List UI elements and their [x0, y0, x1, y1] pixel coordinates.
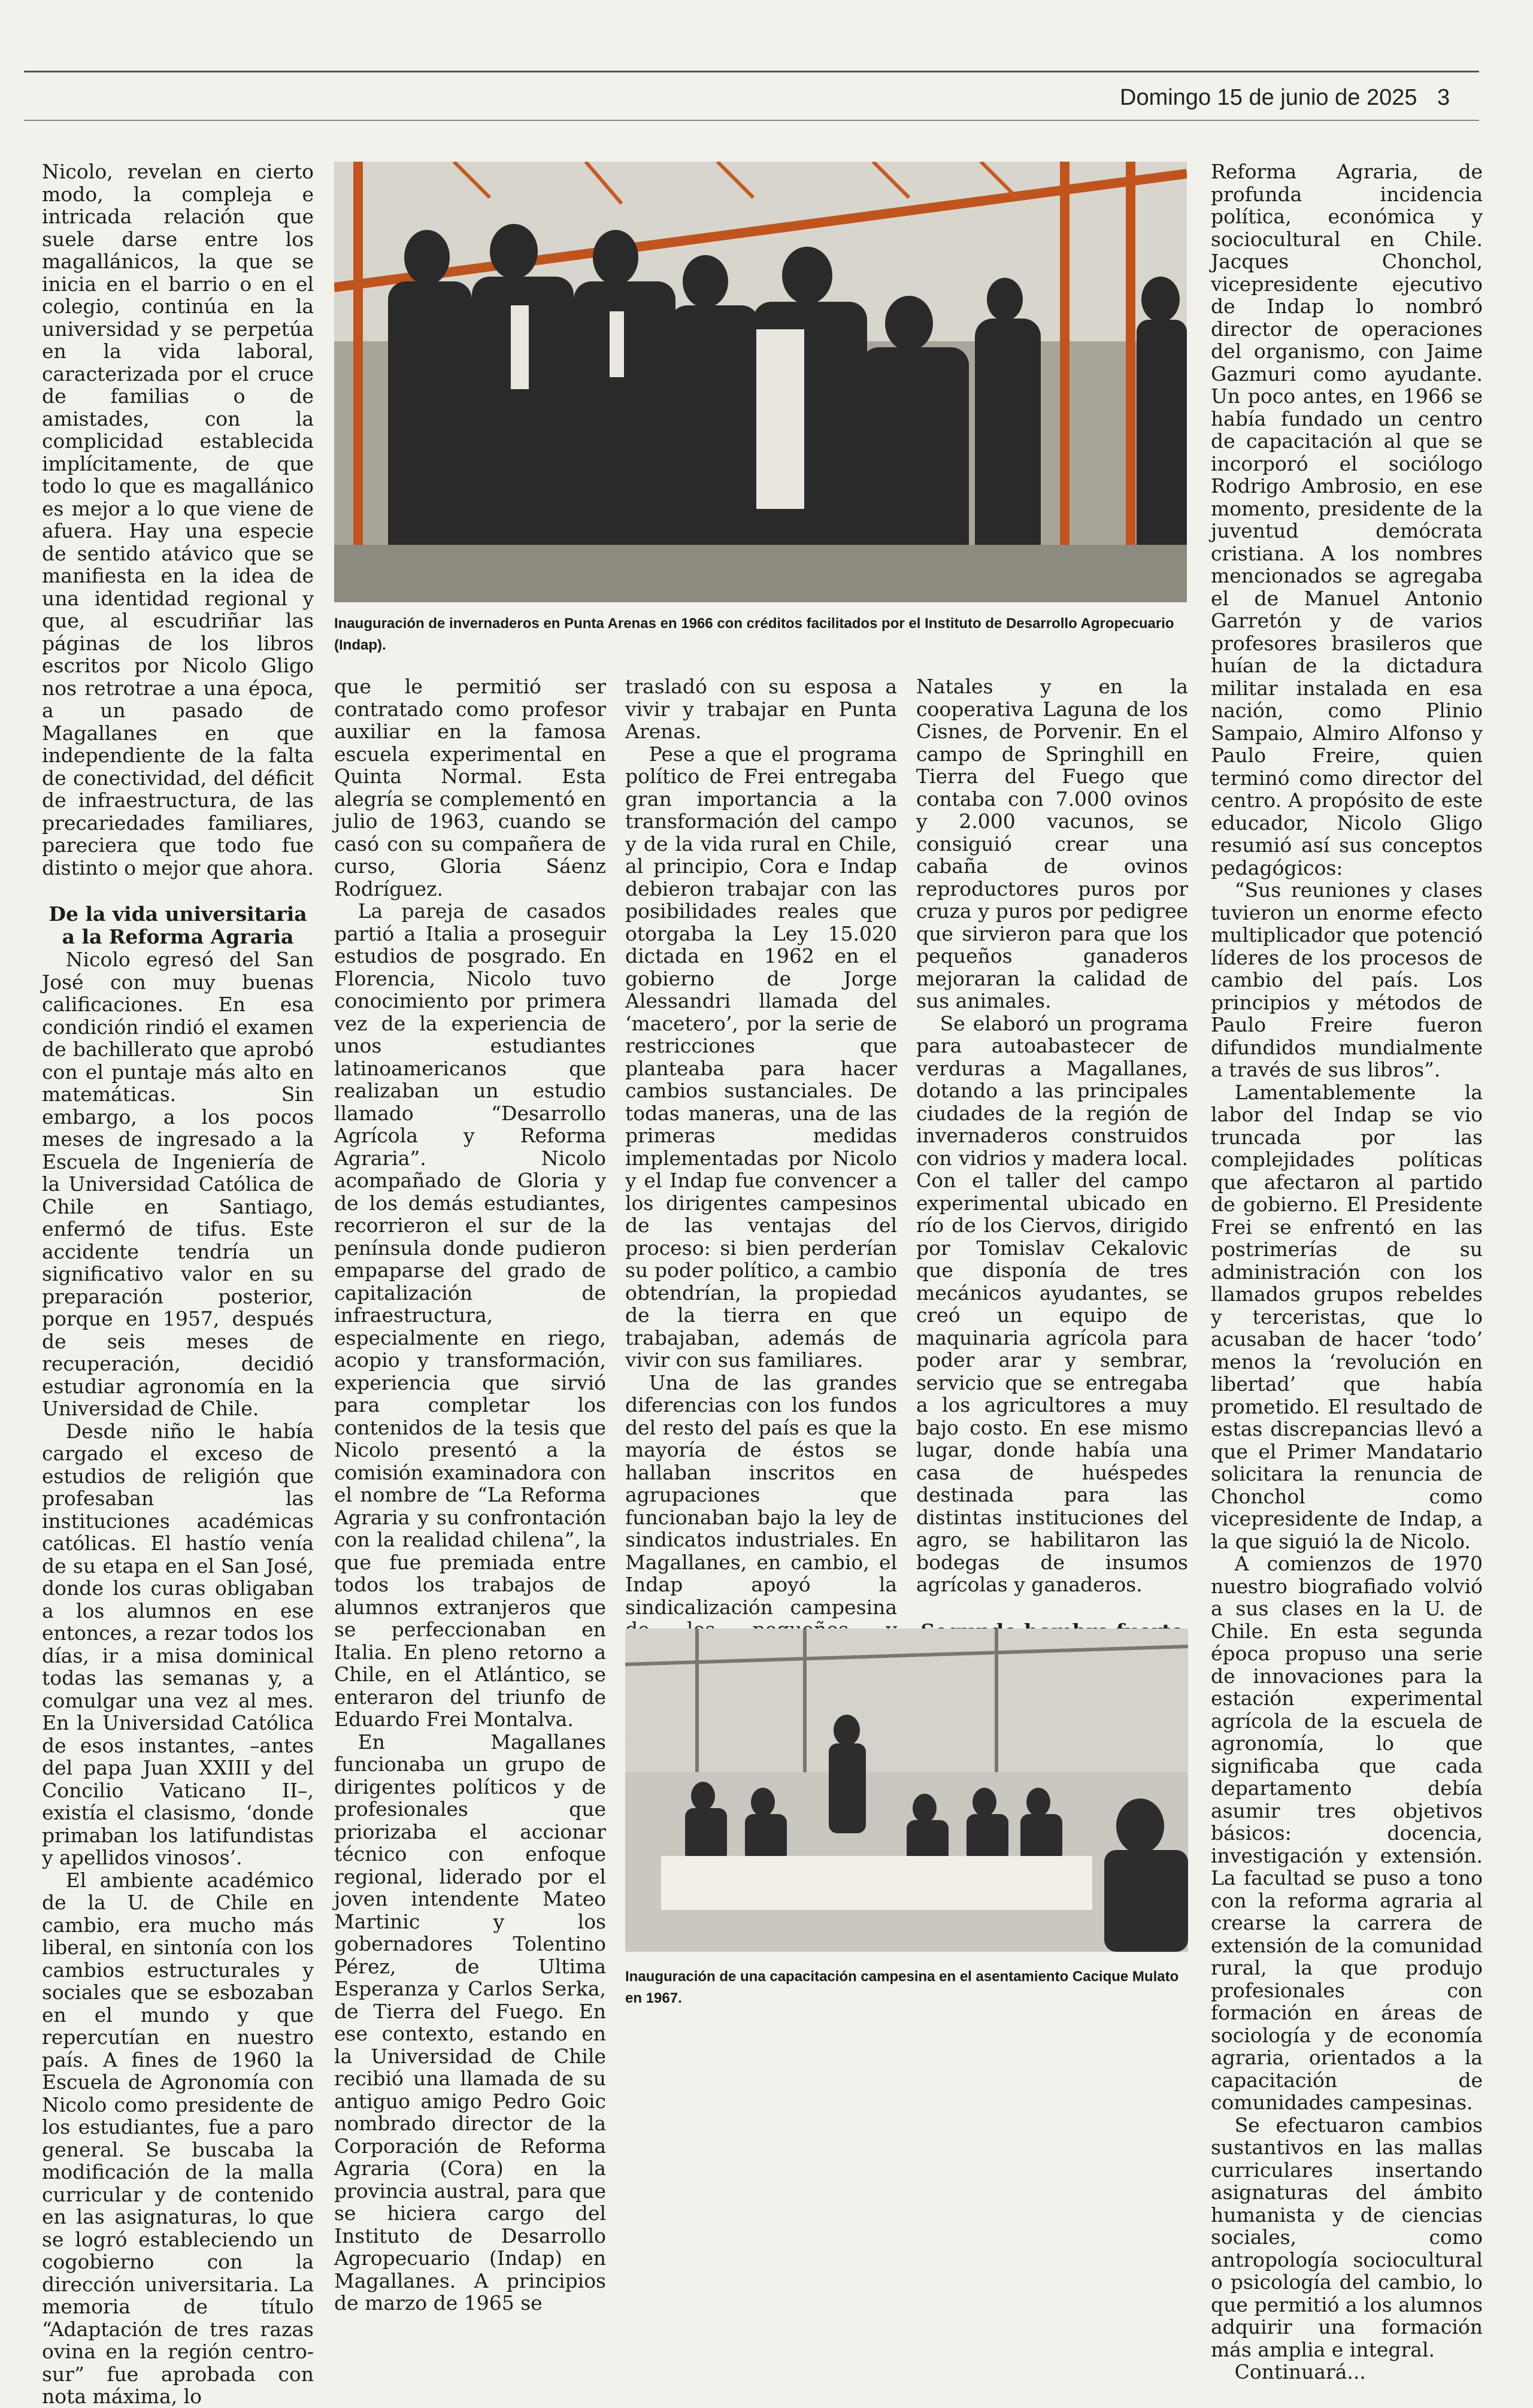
top-rule: [24, 71, 1479, 72]
photo-greenhouse-inauguration: [334, 162, 1187, 602]
paragraph: “Sus reuniones y clases tuvieron un enorme efecto multiplicador que potenció líderes de los procesos de cambio del país. Los principios y métodos de Paulo Freire fueron difundidos mundialmente a través de sus libros”.: [1211, 878, 1483, 1081]
paragraph: Nicolo egresó del San José con muy buenas calificaciones. En esa condición rindió el examen de bachillerato que aprobó con el puntaje más alto en matemáticas. Sin embargo, a los pocos meses de ingresado a la Escuela de Ingeniería de la Universidad Católica de Chile en Santiago, enfermó de tifus. Este accidente tendría un significativo valor en su preparación posterior, porque en 1957, después de seis meses de recuperación, decidió estudiar agronomía en la Universidad de Chile.: [42, 948, 314, 1420]
paragraph: El ambiente académico de la U. de Chile en cambio, era mucho más liberal, en sintonía con los cambios estructurales y sociales que se esbozaban en el mundo y que repercutían en nuestro país. A fines de 1960 la Escuela de Agronomía con Nicolo como presidente de los estudiantes, fue a paro general. Se buscaba la modificación de la malla curricular y de contenido en las asignaturas, lo que se logró estableciendo un cogobierno con la dirección universitaria. La memoria de título “Adaptación de tres razas ovina en la región centro-sur” fue aprobada con nota máxima, lo: [42, 1868, 314, 2408]
paragraph: A comienzos de 1970 nuestro biografiado volvió a sus clases en la U. de Chile. En esta segunda época propuso una serie de innovaciones para la estación experimental agrícola de la escuela de agronomía, lo que significaba que cada departamento debía asumir tres objetivos básicos: docencia, investigación y extensión. La facultad se puso a tono con la reforma agraria al crearse la carrera de extensión de la comunidad rural, la que produjo profesionales con formación en áreas de sociología y de economía agraria, orientados a la capacitación de comunidades campesinas.: [1211, 1552, 1483, 2114]
continued-note: Continuará...: [1234, 2360, 1366, 2383]
column-2: [334, 675, 606, 2315]
paragraph: que le permitió ser contratado como profesor auxiliar en la famosa escuela experimental en Quinta Normal. Esta alegría se complementó en julio de 1963, cuando se casó con su compañera de curso, Gloria Sáenz Rodríguez.: [334, 675, 606, 900]
photo-caption-greenhouse: Inauguración de invernaderos en Punta Arenas en 1966 con créditos facilitados por el Instituto de Desarrollo Agropecuario (Indap).: [334, 615, 1174, 653]
paragraph: En Magallanes funcionaba un grupo de dirigentes políticos y de profesionales que priorizaba el accionar técnico con enfoque regional, liderado por el joven intendente Mateo Martinic y los gobernadores Tolentino Pérez, de Ultima Esperanza y Carlos Serka, de Tierra del Fuego. En ese contexto, estando en la Universidad de Chile recibió una llamada de su antiguo amigo Pedro Goic nombrado director de la Corporación de Reforma Agraria (Cora) en la provincia austral, para que se hiciera cargo del Instituto de Desarrollo Agropecuario (Indap) en Magallanes. A principios de marzo de 1965 se: [334, 1730, 606, 2315]
issue-date: Domingo 15 de junio de 2025: [1120, 85, 1417, 110]
paragraph: Se efectuaron cambios sustantivos en las mallas curriculares insertando asignaturas del ámbito humanista y de ciencias sociales, como antropología sociocultural o psicología del cambio, lo que permitió a los alumnos adquirir una formación más amplia e integral.: [1211, 2113, 1483, 2361]
column-1: [42, 160, 314, 2408]
paragraph: La pareja de casados partió a Italia a proseguir estudios de posgrado. En Florencia, Nicolo tuvo conocimiento por primera vez de la experiencia de unos estudiantes latinoamericanos que realizaban un estudio llamado “Desarrollo Agrícola y Reforma Agraria”. Nicolo acompañado de Gloria y de los demás estudiantes, recorrieron el sur de la península donde pudieron empaparse del grado de capitalización de infraestructura, especialmente en riego, acopio y transformación, experiencia que sirvió para completar los contenidos de la tesis que Nicolo presentó a la comisión examinadora con el nombre de “La Reforma Agraria y su confrontación con la realidad chilena”, la que fue premiada entre todos los trabajos de alumnos extranjeros que se perfeccionaban en Italia. En pleno retorno a Chile, en el Atlántico, se enteraron del triunfo de Eduardo Frei Montalva.: [334, 899, 606, 1731]
subheading-university: De la vida universitaria a la Reforma Agraria: [49, 902, 307, 948]
paragraph: Nicolo, revelan en cierto modo, la compleja e intricada relación que suele darse entre los magallánicos, la que se inicia en el barrio o en el colegio, continúa en la universidad y se perpetúa en la vida laboral, caracterizada por el cruce de familias o de amistades, con la complicidad establecida implícitamente, de que todo lo que es magallánico es mejor a lo que viene de afuera. Hay una especie de sentido atávico que se manifiesta en la idea de una identidad regional y que, al escudriñar las páginas de los libros escritos por Nicolo Gligo nos retrotrae a una época, a un pasado de Magallanes en que independiente de la falta de conectividad, del déficit de infraestructura, de las precariedades familiares, pareciera que todo fue distinto o mejor que ahora.: [42, 160, 314, 880]
paragraph: Una de las grandes diferencias con los fundos del resto del país es que la mayoría de éstos se hallaban inscritos en agrupaciones que funcionaban bajo la ley de sindicatos industriales. En Magallanes, en cambio, el Indap apoyó la sindicalización campesina: [625, 1370, 897, 1619]
paragraph: Lamentablemente la labor del Indap se vio truncada por las complejidades políticas que afectaron al partido de gobierno. El Presidente Frei se enfrentó en las postrimerías de su administración con los llamados grupos rebeldes y terceristas, que lo acusaban de hacer ‘todo’ menos la ‘revolución en libertad’ que había prometido. El resultado de estas discrepancias llevó a que el Primer Mandatario solicitara la renuncia de Chonchol como vicepresidente de Indap, a la que siguió la de Nicolo.: [1211, 1080, 1483, 1553]
column-5: [1211, 160, 1483, 2383]
photo-campesino-training: [625, 1628, 1188, 1952]
photo-caption-training: Inauguración de una capacitación campesina en el asentamiento Cacique Mulato en 1967.: [625, 1969, 1179, 2006]
paragraph: trasladó con su esposa a vivir y trabajar en Punta Arenas.: [625, 675, 897, 743]
paragraph: Desde niño le había cargado el exceso de estudios de religión que profesaban las instituciones académicas católicas. El hastío venía de su etapa en el San José, donde los curas obligaban a los alumnos en ese entonces, a rezar todos los días, ir a misa dominical todas las semanas y, a comulgar una vez al mes. En la Universidad Católica de esos instantes, –antes del papa Juan XXIII y del Concilio Vaticano II–, existía el clasismo, ‘donde primaban los latifundistas y apellidos vinosos’.: [42, 1419, 314, 1869]
page-number: 3: [1437, 85, 1450, 110]
header-rule: [24, 120, 1479, 121]
paragraph: Pese a que el programa político de Frei entregaba gran importancia a la transformación del campo y de la vida rural en Chile, al principio, Cora e Indap debieron trabajar con las posibilidades reales que otorgaba la Ley 15.020 dictada en 1962 en el gobierno de Jorge Alessandri llamada del ‘macetero’, por la serie de restricciones que planteaba para hacer cambios sustanciales. De todas maneras, una de las primeras medidas implementadas por Nicolo y el Indap fue convencer a los dirigentes campesinos de las ventajas del proceso: si bien perderían su poder político, a cambio obtendrían, la propiedad de la tierra en que trabajaban, además de vivir con sus familiares.: [625, 742, 897, 1372]
paragraph: Se elaboró un programa para autoabastecer de verduras a Magallanes, dotando a las principales ciudades de la región de invernaderos construidos con vidrios y madera local. Con el taller del campo experimental ubicado en río de los Ciervos, dirigido por Tomislav Cekalovic que disponía de tres mecánicos ayudantes, se creó un equipo de maquinaria agrícola para poder arar y sembrar, servicio que se entregaba a los agricultores a muy bajo costo. En ese mismo lugar, donde había una casa de huéspedes destinada para las distintas instituciones del agro, se habilitaron las bodegas de insumos agrícolas y ganaderos.: [916, 1011, 1188, 1596]
paragraph: Reforma Agraria, de profunda incidencia política, económica y sociocultural en Chile. Jacques Chonchol, vicepresidente ejecutivo de Indap lo nombró director de operaciones del organismo, con Jaime Gazmuri como ayudante. Un poco antes, en 1966 se había fundado un centro de capacitación al que se incorporó el sociólogo Rodrigo Ambrosio, en ese momento, presidente de la juventud demócrata cristiana. A los nombres mencionados se agregaba el de Manuel Antonio Garretón y de varios profesores brasileros que huían de la dictadura militar instalada en esa nación, como Plinio Sampaio, Almiro Alfonso y Paulo Freire, quien terminó como director del centro. A propósito de este educador, Nicolo Gligo resumió así sus conceptos pedagógicos:: [1211, 160, 1483, 880]
paragraph: Natales y en la cooperativa Laguna de los Cisnes, de Porvenir. En el campo de Springhill en Tierra del Fuego que contaba con 7.000 ovinos y 2.000 vacunos, se consiguió crear una cabaña de ovinos reproductores puros por cruza y puros por pedigree que sirvieron para que los pequeños ganaderos mejoraran la calidad de sus animales.: [916, 675, 1188, 1012]
